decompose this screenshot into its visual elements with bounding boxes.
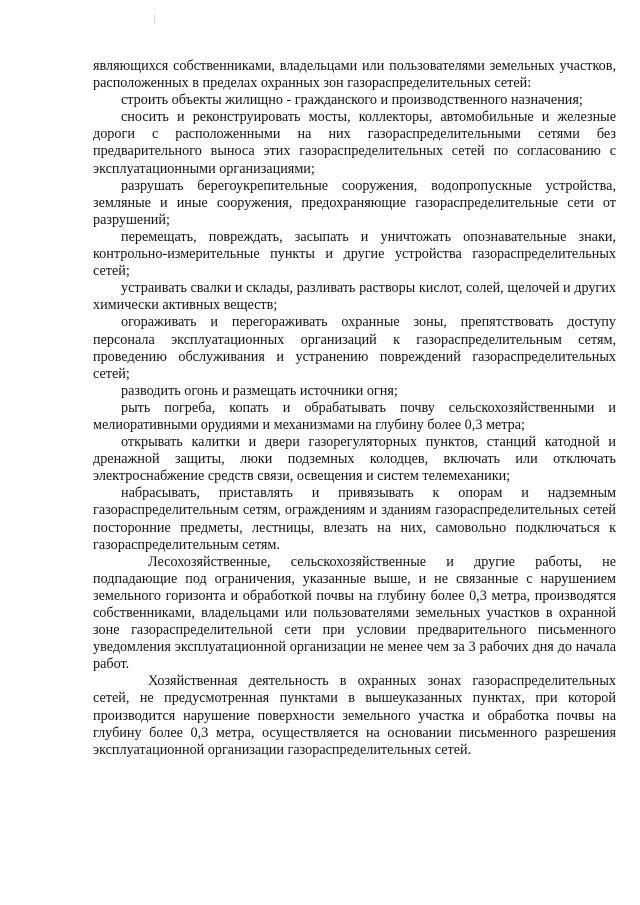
paragraph-continuation: являющихся собственниками, владельцами или пользователями земельных участков, расположенных в пределах охранных зон газораспределительных сетей: — [93, 58, 616, 92]
prohibition-item: огораживать и перегораживать охранные зоны, препятствовать доступу персонала эксплуатационных организаций к газораспределительным сетям, проведению обслуживания и устранению повреждений газораспределительных сетей; — [93, 314, 616, 382]
document-body — [93, 58, 616, 759]
paragraph-permitted-works: Лесохозяйственные, сельскохозяйственные и другие работы, не подпадающие под ограничения, указанные выше, и не связанные с нарушением земельного горизонта и обработкой почвы на глубину более 0,3 метра, производятся собственниками, владельцами или пользователями земельных участков в охранной зоне газораспределительной сети при условии предварительного письменного уведомления эксплуатационной организации не менее чем за 3 рабочих дня до начала работ. — [93, 553, 616, 673]
prohibition-item: сносить и реконструировать мосты, коллекторы, автомобильные и железные дороги с расположенными на них газораспределительными сетями без предварительного выноса этих газораспределительных сетей по согласованию с эксплуатационными организациями; — [93, 109, 616, 177]
scan-artifact — [154, 14, 155, 24]
prohibition-item: открывать калитки и двери газорегуляторных пунктов, станций катодной и дренажной защиты, люки подземных колодцев, включать или отключать электроснабжение средств связи, освещения и систем телемеханики; — [93, 434, 616, 485]
prohibition-item: разводить огонь и размещать источники огня; — [121, 382, 398, 399]
prohibition-item: устраивать свалки и склады, разливать растворы кислот, солей, щелочей и других химически активных веществ; — [93, 280, 616, 314]
prohibition-item: набрасывать, приставлять и привязывать к опорам и надземным газораспределительным сетям, ограждениям и зданиям газораспределительных сетей посторонние предметы, лестницы, влезать на них, самовольно подключаться к газораспределительным сетям. — [93, 485, 616, 553]
paragraph-economic-activity: Хозяйственная деятельность в охранных зонах газораспределительных сетей, не предусмотренная пунктами в вышеуказанных пунктах, при которой производится нарушение поверхности земельного участка и обработка почвы на глубину более 0,3 метра, осуществляется на основании письменного разрешения эксплуатационной организации газораспределительных сетей. — [93, 673, 616, 758]
prohibition-item: разрушать берегоукрепительные сооружения, водопропускные устройства, земляные и иные сооружения, предохраняющие газораспределительные сети от разрушений; — [93, 177, 616, 228]
prohibition-item: рыть погреба, копать и обрабатывать почву сельскохозяйственными и мелиоративными орудиями и механизмами на глубину более 0,3 метра; — [93, 399, 616, 433]
prohibition-item: перемещать, повреждать, засыпать и уничтожать опознавательные знаки, контрольно-измерительные пункты и другие устройства газораспределительных сетей; — [93, 228, 616, 280]
prohibition-item: строить объекты жилищно - гражданского и производственного назначения; — [121, 92, 583, 109]
